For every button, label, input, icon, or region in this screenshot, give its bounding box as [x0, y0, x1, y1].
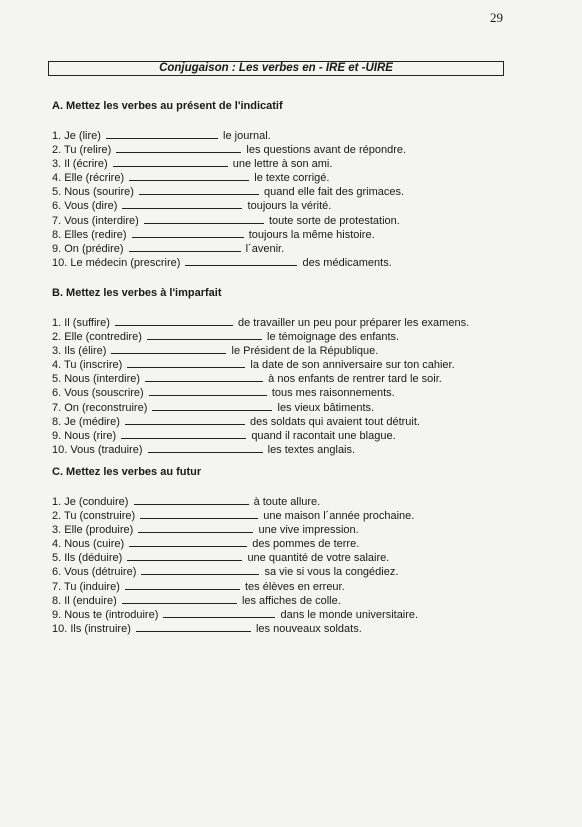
exercise-continuation: la date de son anniversaire sur ton cahier. [250, 359, 455, 372]
exercise-item [52, 509, 418, 523]
exercise-item [52, 608, 418, 622]
exercise-prompt: 9. Nous te (introduire) [52, 608, 159, 621]
exercise-continuation: de travailler un peu pour préparer les examens. [238, 317, 470, 329]
exercise-item [52, 415, 469, 429]
exercise-item [52, 228, 406, 242]
exercise-prompt: 7. Tu (induire) [52, 580, 120, 593]
exercise-prompt: 1. Il (suffire) [52, 317, 110, 329]
section-heading-futur: C. Mettez les verbes au futur [52, 466, 202, 478]
exercise-item [52, 551, 418, 565]
exercise-prompt: 5. Ils (déduire) [52, 552, 123, 565]
answer-blank[interactable] [141, 565, 259, 575]
answer-blank[interactable] [122, 199, 242, 209]
answer-blank[interactable] [121, 429, 246, 439]
answer-blank[interactable] [129, 537, 247, 547]
answer-blank[interactable] [136, 622, 251, 632]
page-number: 29 [490, 10, 503, 25]
exercise-continuation: les affiches de colle. [241, 594, 341, 607]
exercise-continuation: les nouveaux soldats. [255, 622, 362, 635]
exercise-item [52, 401, 469, 415]
exercise-continuation: l´avenir. [245, 242, 285, 255]
answer-blank[interactable] [140, 509, 258, 519]
section-futur [52, 466, 418, 636]
exercise-item [52, 171, 406, 185]
exercise-item [52, 185, 406, 199]
exercise-continuation: les questions avant de répondre. [246, 144, 407, 157]
exercise-item [52, 157, 406, 171]
answer-blank[interactable] [127, 358, 245, 368]
exercise-continuation: le témoignage des enfants. [267, 331, 400, 344]
exercise-continuation: dans le monde universitaire. [280, 608, 419, 621]
exercise-prompt: 6. Vous (détruire) [52, 566, 137, 579]
exercise-item [52, 316, 469, 330]
exercise-continuation: sa vie si vous la congédiez. [264, 566, 399, 579]
answer-blank[interactable] [122, 594, 237, 604]
exercise-continuation: tes élèves en erreur. [245, 580, 345, 593]
answer-blank[interactable] [115, 316, 233, 326]
exercise-prompt: 6. Vous (dire) [52, 200, 118, 213]
exercise-prompt: 5. Nous (interdire) [52, 373, 141, 386]
exercise-item [52, 537, 418, 551]
exercise-prompt: 9. Nous (rire) [52, 429, 117, 442]
answer-blank[interactable] [163, 608, 275, 618]
exercise-item [52, 594, 418, 608]
exercise-prompt: 10. Vous (traduire) [52, 443, 143, 456]
answer-blank[interactable] [134, 495, 249, 505]
answer-blank[interactable] [129, 242, 241, 252]
exercise-continuation: une maison l´année prochaine. [263, 510, 415, 523]
exercise-prompt: 3. Elle (produire) [52, 524, 134, 537]
exercise-prompt: 3. Il (écrire) [52, 158, 108, 171]
answer-blank[interactable] [125, 415, 245, 425]
exercise-prompt: 8. Je (médire) [52, 415, 120, 428]
answer-blank[interactable] [148, 443, 263, 453]
exercise-prompt: 2. Elle (contredire) [52, 331, 142, 344]
section-imparfait [52, 287, 469, 457]
exercise-prompt: 3. Ils (élire) [52, 345, 107, 358]
exercise-continuation: le Président de la République. [231, 345, 379, 358]
exercise-item [52, 495, 418, 509]
exercise-prompt: 7. Vous (interdire) [52, 214, 139, 227]
exercise-prompt: 1. Je (lire) [52, 130, 101, 142]
exercise-item [52, 214, 406, 228]
answer-blank[interactable] [129, 171, 249, 181]
section-heading-imparfait: B. Mettez les verbes à l'imparfait [52, 287, 222, 299]
exercise-prompt: 4. Nous (cuire) [52, 538, 125, 551]
answer-blank[interactable] [132, 228, 244, 238]
exercise-item [52, 358, 469, 372]
exercise-continuation: toujours la vérité. [247, 200, 332, 213]
exercise-continuation: une lettre à son ami. [232, 158, 333, 171]
answer-blank[interactable] [185, 256, 297, 266]
exercise-prompt: 7. On (reconstruire) [52, 401, 148, 414]
exercise-prompt: 9. On (prédire) [52, 242, 124, 255]
answer-blank[interactable] [147, 330, 262, 340]
exercise-prompt: 8. Elles (redire) [52, 228, 127, 241]
answer-blank[interactable] [145, 372, 263, 382]
exercise-prompt: 5. Nous (sourire) [52, 186, 134, 199]
exercise-prompt: 4. Elle (récrire) [52, 172, 125, 185]
exercise-item [52, 344, 469, 358]
exercise-continuation: à toute allure. [253, 496, 321, 508]
answer-blank[interactable] [144, 214, 264, 224]
answer-blank[interactable] [139, 185, 259, 195]
exercise-continuation: toute sorte de protestation. [268, 214, 400, 227]
exercise-continuation: une vive impression. [258, 524, 359, 537]
exercise-item [52, 523, 418, 537]
exercise-continuation: les textes anglais. [267, 443, 356, 456]
answer-blank[interactable] [111, 344, 226, 354]
exercise-continuation: une quantité de votre salaire. [247, 552, 390, 565]
exercise-continuation: le texte corrigé. [254, 172, 330, 185]
worksheet-title: Conjugaison : Les verbes en - IRE et -UIRE [48, 61, 504, 76]
exercise-prompt: 10. Le médecin (prescrire) [52, 256, 181, 269]
exercise-continuation: des pommes de terre. [252, 538, 360, 551]
exercise-prompt: 1. Je (conduire) [52, 496, 129, 508]
exercise-item [52, 143, 406, 157]
exercise-item [52, 372, 469, 386]
answer-blank[interactable] [138, 523, 253, 533]
section-heading-present: A. Mettez les verbes au présent de l'indicatif [52, 100, 283, 112]
exercise-item [52, 443, 469, 457]
exercise-continuation: des soldats qui avaient tout détruit. [249, 415, 420, 428]
exercise-prompt: 4. Tu (inscrire) [52, 359, 123, 372]
section-present [52, 100, 406, 270]
exercise-item [52, 580, 418, 594]
exercise-item [52, 330, 469, 344]
exercise-item [52, 429, 469, 443]
exercise-prompt: 2. Tu (relire) [52, 144, 112, 157]
answer-blank[interactable] [127, 551, 242, 561]
exercise-continuation: tous mes raisonnements. [271, 387, 395, 400]
exercise-prompt: 2. Tu (construire) [52, 510, 136, 523]
exercise-prompt: 8. Il (enduire) [52, 594, 117, 607]
answer-blank[interactable] [113, 157, 228, 167]
answer-blank[interactable] [106, 129, 218, 139]
exercise-item [52, 256, 406, 270]
answer-blank[interactable] [152, 401, 272, 411]
answer-blank[interactable] [125, 580, 240, 590]
exercise-continuation: quand il racontait une blague. [251, 429, 396, 442]
exercise-item [52, 386, 469, 400]
exercise-item [52, 565, 418, 579]
answer-blank[interactable] [149, 386, 267, 396]
exercise-item [52, 199, 406, 213]
exercise-prompt: 10. Ils (instruire) [52, 622, 131, 635]
exercise-continuation: des médicaments. [302, 256, 392, 269]
exercise-continuation: les vieux bâtiments. [277, 401, 375, 414]
exercise-continuation: à nos enfants de rentrer tard le soir. [268, 373, 442, 386]
exercise-continuation: le journal. [223, 130, 271, 142]
exercise-prompt: 6. Vous (souscrire) [52, 387, 144, 400]
answer-blank[interactable] [116, 143, 241, 153]
exercise-item [52, 129, 406, 143]
exercise-continuation: toujours la même histoire. [248, 228, 375, 241]
exercise-item [52, 622, 418, 636]
exercise-continuation: quand elle fait des grimaces. [264, 186, 405, 199]
exercise-item [52, 242, 406, 256]
